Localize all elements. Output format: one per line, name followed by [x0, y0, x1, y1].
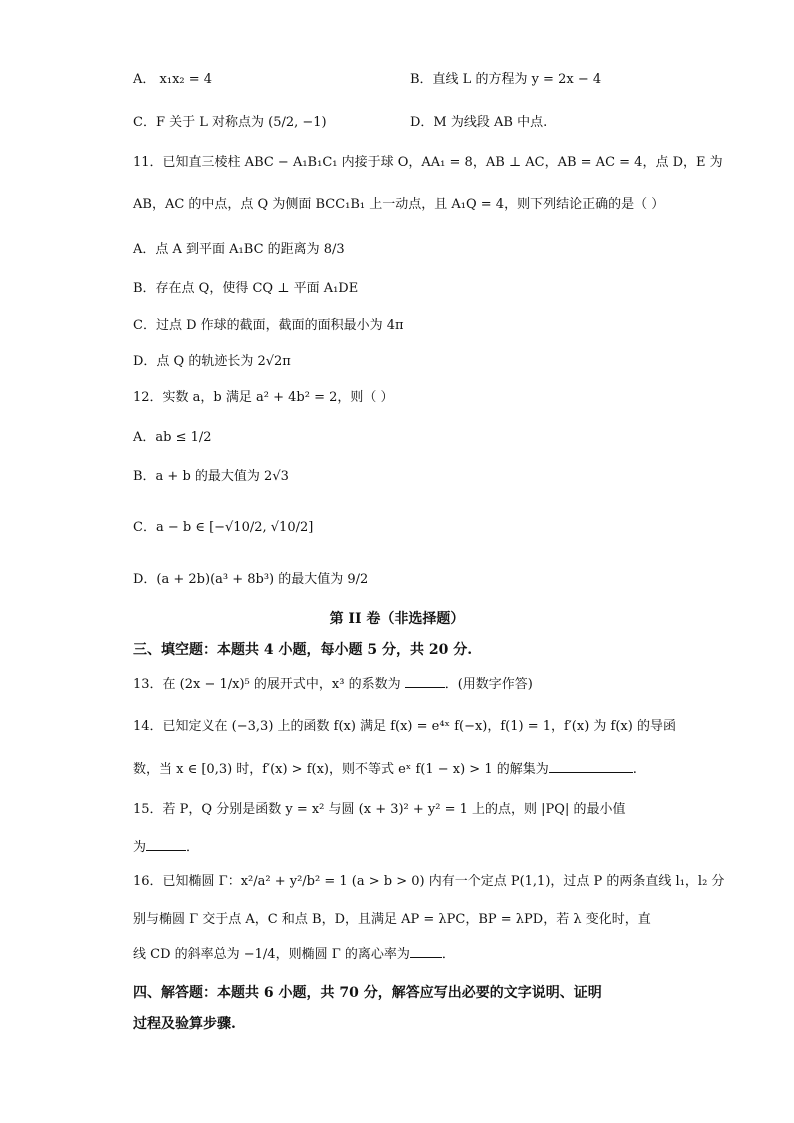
q16-line3	[133, 945, 455, 965]
q14-answer-blank	[549, 760, 633, 773]
q14-text: 数，当 x ∈ [0,3) 时，f′(x) > f(x)，则不等式 eˣ f(1 − x) > 1 的解集为	[133, 762, 549, 777]
q14-line2	[133, 760, 637, 780]
part-2-title: 第 II 卷（非选择题）	[329, 611, 465, 627]
q11-option-d: D．点 Q 的轨迹长为 2√2π	[133, 354, 291, 369]
section-3-heading: 三、填空题：本题共 4 小题，每小题 5 分，共 20 分.	[133, 642, 473, 658]
q16-line1: 16．已知椭圆 Γ：x²/a² + y²/b² = 1 (a > b > 0) 内有一个定点 P(1,1)，过点 P 的两条直线 l₁，l₂ 分	[133, 874, 725, 889]
q16-text-end: ．	[441, 947, 455, 962]
q12-option-c: C．a − b ∈ [−√10/2, √10/2]	[133, 520, 314, 535]
q11-option-a: A．点 A 到平面 A₁BC 的距离为 8/3	[133, 242, 345, 257]
q16-line2: 别与椭圆 Γ 交于点 A，C 和点 B，D，且满足 AP = λPC，BP = λPD，若 λ 变化时，直	[133, 912, 651, 927]
q12-option-d: D．(a + 2b)(a³ + 8b³) 的最大值为 9/2	[133, 572, 369, 587]
q12-option-b: B．a + b 的最大值为 2√3	[133, 469, 289, 484]
q10-option-a: A． x₁x₂ = 4	[133, 72, 213, 87]
q11-stem-line1: 11．已知直三棱柱 ABC − A₁B₁C₁ 内接于球 O，AA₁ = 8，AB ⊥ AC，AB = AC = 4，点 D，E 为	[133, 155, 723, 170]
q13-answer-blank	[405, 675, 445, 688]
q16-answer-blank	[410, 945, 442, 958]
q13-text-end: ．(用数字作答)	[444, 677, 533, 692]
q11-option-c: C．过点 D 作球的截面，截面的面积最小为 4π	[133, 318, 404, 333]
q10-option-c: C．F 关于 L 对称点为 (5/2, −1)	[133, 115, 327, 130]
q12-option-a: A．ab ≤ 1/2	[133, 430, 212, 445]
q14-text-end: .	[632, 762, 637, 777]
q13	[133, 675, 533, 695]
q14-line1: 14．已知定义在 (−3,3) 上的函数 f(x) 满足 f(x) = e⁴ˣ f(−x)，f(1) = 1，f′(x) 为 f(x) 的导函	[133, 719, 676, 734]
section-4-heading-line1: 四、解答题：本题共 6 小题，共 70 分，解答应写出必要的文字说明、证明	[133, 985, 602, 1001]
q12-stem: 12．实数 a，b 满足 a² + 4b² = 2，则（ ）	[133, 390, 394, 405]
q15-text: 为	[133, 840, 147, 855]
q16-text: 线 CD 的斜率总为 −1/4，则椭圆 Γ 的离心率为	[133, 947, 410, 962]
q11-stem-line2: AB，AC 的中点，点 Q 为侧面 BCC₁B₁ 上一动点，且 A₁Q = 4，则下列结论正确的是（ ）	[133, 197, 665, 212]
q10-option-d: D．M 为线段 AB 中点.	[410, 115, 548, 130]
q15-text-end: ．	[186, 840, 200, 855]
q15-answer-blank	[146, 838, 186, 851]
q10-option-b: B．直线 L 的方程为 y = 2x − 4	[410, 72, 602, 87]
q13-text: 13．在 (2x − 1/x)⁵ 的展开式中，x³ 的系数为	[133, 677, 405, 692]
q15-line2	[133, 838, 199, 858]
q11-option-b: B．存在点 Q，使得 CQ ⊥ 平面 A₁DE	[133, 281, 359, 296]
q15-line1: 15．若 P，Q 分别是函数 y = x² 与圆 (x + 3)² + y² = 1 上的点，则 |PQ| 的最小值	[133, 802, 626, 817]
section-4-heading-line2: 过程及验算步骤.	[133, 1016, 236, 1032]
